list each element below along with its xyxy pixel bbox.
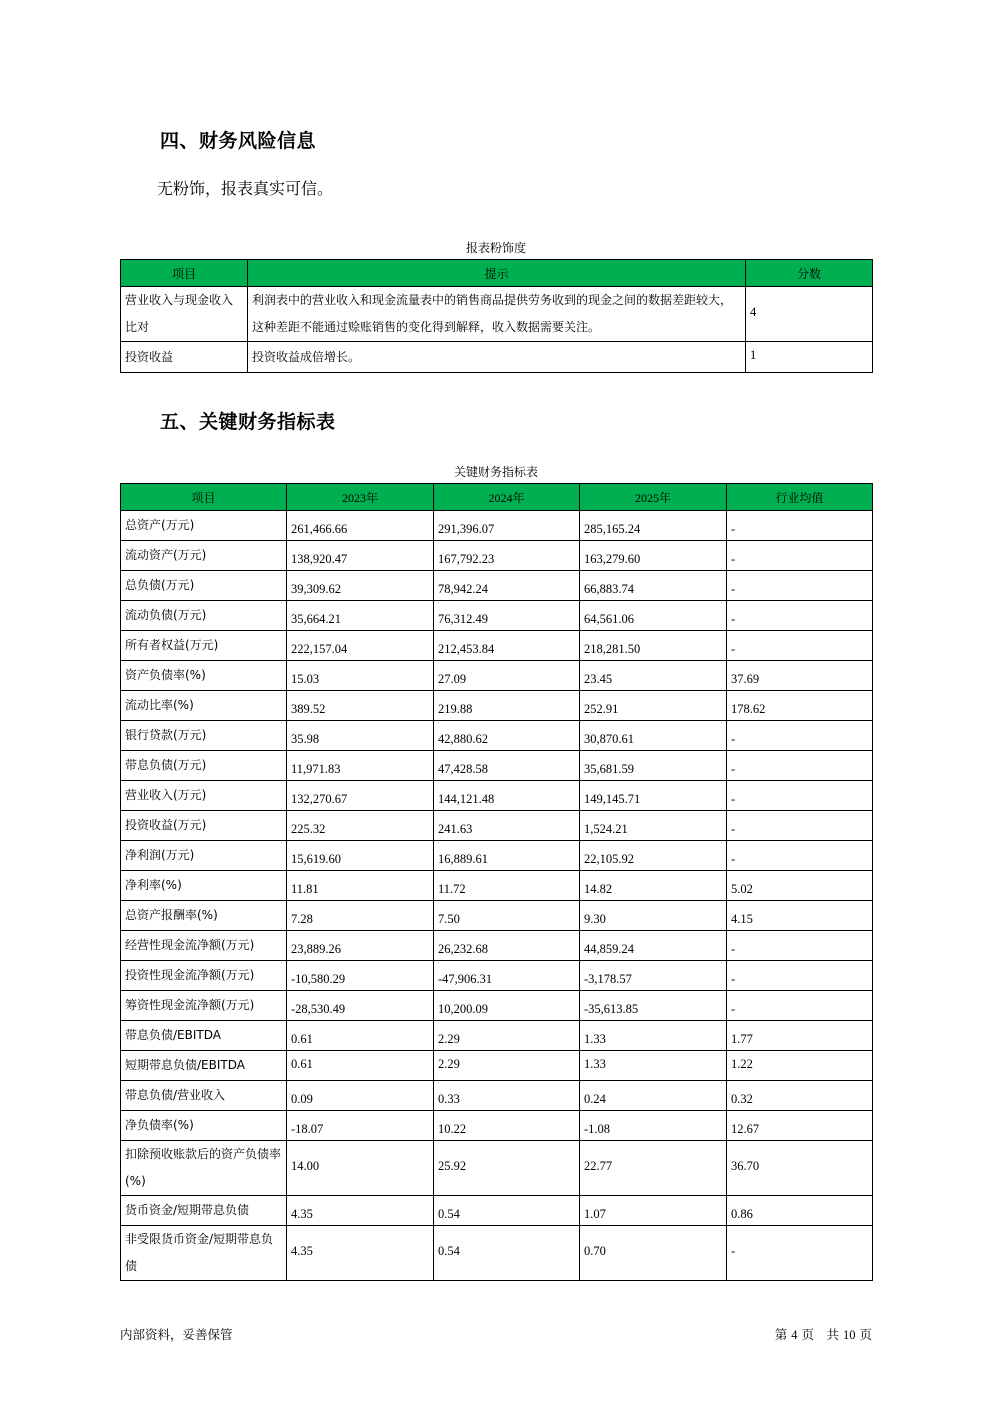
kfi-2025: 35,681.59 <box>580 751 727 781</box>
kfi-2024: 219.88 <box>434 691 580 721</box>
kfi-table <box>120 483 873 1281</box>
kfi-2025: 22.77 <box>580 1141 727 1196</box>
table-row <box>121 342 873 373</box>
kfi-2023: 11,971.83 <box>287 751 434 781</box>
kfi-2024: 0.54 <box>434 1196 580 1226</box>
table-row <box>121 661 873 691</box>
kfi-2023: 14.00 <box>287 1141 434 1196</box>
kfi-2023: 23,889.26 <box>287 931 434 961</box>
kfi-item: 带息负债(万元) <box>121 751 287 781</box>
kfi-2024: 42,880.62 <box>434 721 580 751</box>
table-row <box>121 991 873 1021</box>
table-row <box>121 1051 873 1081</box>
risk-score: 1 <box>746 342 873 373</box>
kfi-item: 资产负债率(%) <box>121 661 287 691</box>
kfi-2023: 225.32 <box>287 811 434 841</box>
table-row <box>121 1141 873 1196</box>
kfi-2025: 14.82 <box>580 871 727 901</box>
kfi-industry-avg: 1.22 <box>727 1051 873 1081</box>
table-row <box>121 1196 873 1226</box>
page-prefix: 第 <box>774 1327 788 1342</box>
kfi-2024: 25.92 <box>434 1141 580 1196</box>
kfi-item: 流动资产(万元) <box>121 541 287 571</box>
table-row <box>121 1021 873 1051</box>
page-mid: 页 共 <box>801 1327 840 1342</box>
header-hint: 提示 <box>248 260 746 287</box>
kfi-2025: 1,524.21 <box>580 811 727 841</box>
risk-table <box>120 259 873 373</box>
kfi-industry-avg: 0.86 <box>727 1196 873 1226</box>
kfi-item: 经营性现金流净额(万元) <box>121 931 287 961</box>
kfi-2025: 22,105.92 <box>580 841 727 871</box>
kfi-item: 筹资性现金流净额(万元) <box>121 991 287 1021</box>
header-2024: 2024年 <box>434 484 580 511</box>
page-current: 4 <box>791 1328 798 1342</box>
table-row <box>121 721 873 751</box>
kfi-2024: -47,906.31 <box>434 961 580 991</box>
kfi-2023: 35.98 <box>287 721 434 751</box>
kfi-2024: 27.09 <box>434 661 580 691</box>
page-number <box>775 1325 872 1343</box>
kfi-industry-avg: - <box>727 541 873 571</box>
kfi-2023: 138,920.47 <box>287 541 434 571</box>
kfi-industry-avg: 36.70 <box>727 1141 873 1196</box>
kfi-2024: 10.22 <box>434 1111 580 1141</box>
kfi-item: 货币资金/短期带息负债 <box>121 1196 287 1226</box>
kfi-2023: 15.03 <box>287 661 434 691</box>
kfi-2025: -3,178.57 <box>580 961 727 991</box>
kfi-2025: 163,279.60 <box>580 541 727 571</box>
header-score: 分数 <box>746 260 873 287</box>
kfi-2025: 218,281.50 <box>580 631 727 661</box>
kfi-item: 带息负债/营业收入 <box>121 1081 287 1111</box>
kfi-industry-avg: - <box>727 931 873 961</box>
kfi-industry-avg: - <box>727 811 873 841</box>
kfi-item: 扣除预收账款后的资产负债率(%) <box>121 1141 287 1196</box>
risk-table-header <box>121 260 873 287</box>
kfi-industry-avg: - <box>727 571 873 601</box>
kfi-item: 总资产(万元) <box>121 511 287 541</box>
page-total: 10 <box>843 1328 856 1342</box>
table-row <box>121 931 873 961</box>
kfi-2025: 285,165.24 <box>580 511 727 541</box>
kfi-2024: 2.29 <box>434 1051 580 1081</box>
header-industry-avg: 行业均值 <box>727 484 873 511</box>
kfi-2023: -10,580.29 <box>287 961 434 991</box>
table-row <box>121 511 873 541</box>
kfi-industry-avg: - <box>727 781 873 811</box>
table-row <box>121 751 873 781</box>
kfi-2024: 212,453.84 <box>434 631 580 661</box>
kfi-2024: 78,942.24 <box>434 571 580 601</box>
kfi-2024: 26,232.68 <box>434 931 580 961</box>
kfi-industry-avg: - <box>727 511 873 541</box>
kfi-2024: 0.33 <box>434 1081 580 1111</box>
kfi-2024: 76,312.49 <box>434 601 580 631</box>
kfi-item: 投资性现金流净额(万元) <box>121 961 287 991</box>
kfi-2024: 16,889.61 <box>434 841 580 871</box>
kfi-2023: 222,157.04 <box>287 631 434 661</box>
section5-heading: 五、关键财务指标表 <box>160 411 336 433</box>
kfi-item: 净利润(万元) <box>121 841 287 871</box>
section4-heading: 四、财务风险信息 <box>160 130 317 152</box>
table-row <box>121 691 873 721</box>
kfi-2024: 47,428.58 <box>434 751 580 781</box>
kfi-2024: 241.63 <box>434 811 580 841</box>
kfi-2025: -1.08 <box>580 1111 727 1141</box>
kfi-2025: 1.33 <box>580 1021 727 1051</box>
table-row <box>121 1226 873 1281</box>
kfi-2023: 39,309.62 <box>287 571 434 601</box>
kfi-industry-avg: 1.77 <box>727 1021 873 1051</box>
kfi-2025: 66,883.74 <box>580 571 727 601</box>
risk-score: 4 <box>746 287 873 342</box>
kfi-item: 银行贷款(万元) <box>121 721 287 751</box>
kfi-2023: 389.52 <box>287 691 434 721</box>
risk-hint: 利润表中的营业收入和现金流量表中的销售商品提供劳务收到的现金之间的数据差距较大，这种差距不能通过赊账销售的变化得到解释，收入数据需要关注。 <box>248 287 746 342</box>
kfi-2023: 0.61 <box>287 1051 434 1081</box>
kfi-2023: 0.61 <box>287 1021 434 1051</box>
kfi-industry-avg: 37.69 <box>727 661 873 691</box>
kfi-2023: 132,270.67 <box>287 781 434 811</box>
kfi-industry-avg: - <box>727 751 873 781</box>
kfi-industry-avg: 12.67 <box>727 1111 873 1141</box>
kfi-item: 投资收益(万元) <box>121 811 287 841</box>
kfi-2023: 15,619.60 <box>287 841 434 871</box>
footer-confidential: 内部资料，妥善保管 <box>120 1327 233 1342</box>
kfi-industry-avg: - <box>727 601 873 631</box>
kfi-item: 净负债率(%) <box>121 1111 287 1141</box>
table-row <box>121 1081 873 1111</box>
kfi-industry-avg: - <box>727 631 873 661</box>
kfi-industry-avg: - <box>727 991 873 1021</box>
kfi-2024: 144,121.48 <box>434 781 580 811</box>
kfi-2023: 35,664.21 <box>287 601 434 631</box>
kfi-industry-avg: - <box>727 961 873 991</box>
table-row <box>121 287 873 342</box>
page-suffix: 页 <box>859 1327 872 1342</box>
table-row <box>121 811 873 841</box>
kfi-table-header <box>121 484 873 511</box>
table-row <box>121 1111 873 1141</box>
kfi-industry-avg: 4.15 <box>727 901 873 931</box>
table-row <box>121 631 873 661</box>
kfi-2024: 291,396.07 <box>434 511 580 541</box>
kfi-industry-avg: - <box>727 1226 873 1281</box>
kfi-2025: 0.24 <box>580 1081 727 1111</box>
kfi-2023: -18.07 <box>287 1111 434 1141</box>
risk-item: 投资收益 <box>121 342 248 373</box>
kfi-2023: -28,530.49 <box>287 991 434 1021</box>
risk-hint: 投资收益成倍增长。 <box>248 342 746 373</box>
kfi-2024: 11.72 <box>434 871 580 901</box>
table-row <box>121 781 873 811</box>
kfi-2025: 64,561.06 <box>580 601 727 631</box>
table-row <box>121 841 873 871</box>
kfi-2025: -35,613.85 <box>580 991 727 1021</box>
table-row <box>121 571 873 601</box>
kfi-2024: 0.54 <box>434 1226 580 1281</box>
kfi-industry-avg: - <box>727 841 873 871</box>
kfi-table-caption: 关键财务指标表 <box>453 465 538 479</box>
kfi-2023: 4.35 <box>287 1226 434 1281</box>
table-row <box>121 901 873 931</box>
kfi-2024: 2.29 <box>434 1021 580 1051</box>
kfi-item: 带息负债/EBITDA <box>121 1021 287 1051</box>
kfi-2025: 9.30 <box>580 901 727 931</box>
kfi-item: 短期带息负债/EBITDA <box>121 1051 287 1081</box>
kfi-industry-avg: 0.32 <box>727 1081 873 1111</box>
table-row <box>121 601 873 631</box>
kfi-2024: 167,792.23 <box>434 541 580 571</box>
kfi-item: 净利率(%) <box>121 871 287 901</box>
kfi-2023: 261,466.66 <box>287 511 434 541</box>
header-2023: 2023年 <box>287 484 434 511</box>
kfi-2025: 30,870.61 <box>580 721 727 751</box>
header-2025: 2025年 <box>580 484 727 511</box>
kfi-2025: 44,859.24 <box>580 931 727 961</box>
kfi-2023: 0.09 <box>287 1081 434 1111</box>
header-item: 项目 <box>121 260 248 287</box>
section4-summary: 无粉饰，报表真实可信。 <box>157 179 334 198</box>
table-row <box>121 541 873 571</box>
kfi-2025: 0.70 <box>580 1226 727 1281</box>
kfi-item: 总资产报酬率(%) <box>121 901 287 931</box>
risk-item: 营业收入与现金收入比对 <box>121 287 248 342</box>
kfi-item: 非受限货币资金/短期带息负债 <box>121 1226 287 1281</box>
kfi-industry-avg: 178.62 <box>727 691 873 721</box>
kfi-industry-avg: - <box>727 721 873 751</box>
kfi-2023: 11.81 <box>287 871 434 901</box>
kfi-2024: 7.50 <box>434 901 580 931</box>
kfi-2025: 1.07 <box>580 1196 727 1226</box>
kfi-2024: 10,200.09 <box>434 991 580 1021</box>
table-row <box>121 871 873 901</box>
kfi-item: 总负债(万元) <box>121 571 287 601</box>
kfi-2025: 23.45 <box>580 661 727 691</box>
kfi-item: 流动负债(万元) <box>121 601 287 631</box>
kfi-2025: 149,145.71 <box>580 781 727 811</box>
kfi-2025: 1.33 <box>580 1051 727 1081</box>
kfi-2025: 252.91 <box>580 691 727 721</box>
kfi-item: 所有者权益(万元) <box>121 631 287 661</box>
kfi-item: 流动比率(%) <box>121 691 287 721</box>
kfi-2023: 4.35 <box>287 1196 434 1226</box>
kfi-industry-avg: 5.02 <box>727 871 873 901</box>
table-row <box>121 961 873 991</box>
header-item: 项目 <box>121 484 287 511</box>
risk-table-caption: 报表粉饰度 <box>465 241 526 255</box>
kfi-item: 营业收入(万元) <box>121 781 287 811</box>
kfi-2023: 7.28 <box>287 901 434 931</box>
